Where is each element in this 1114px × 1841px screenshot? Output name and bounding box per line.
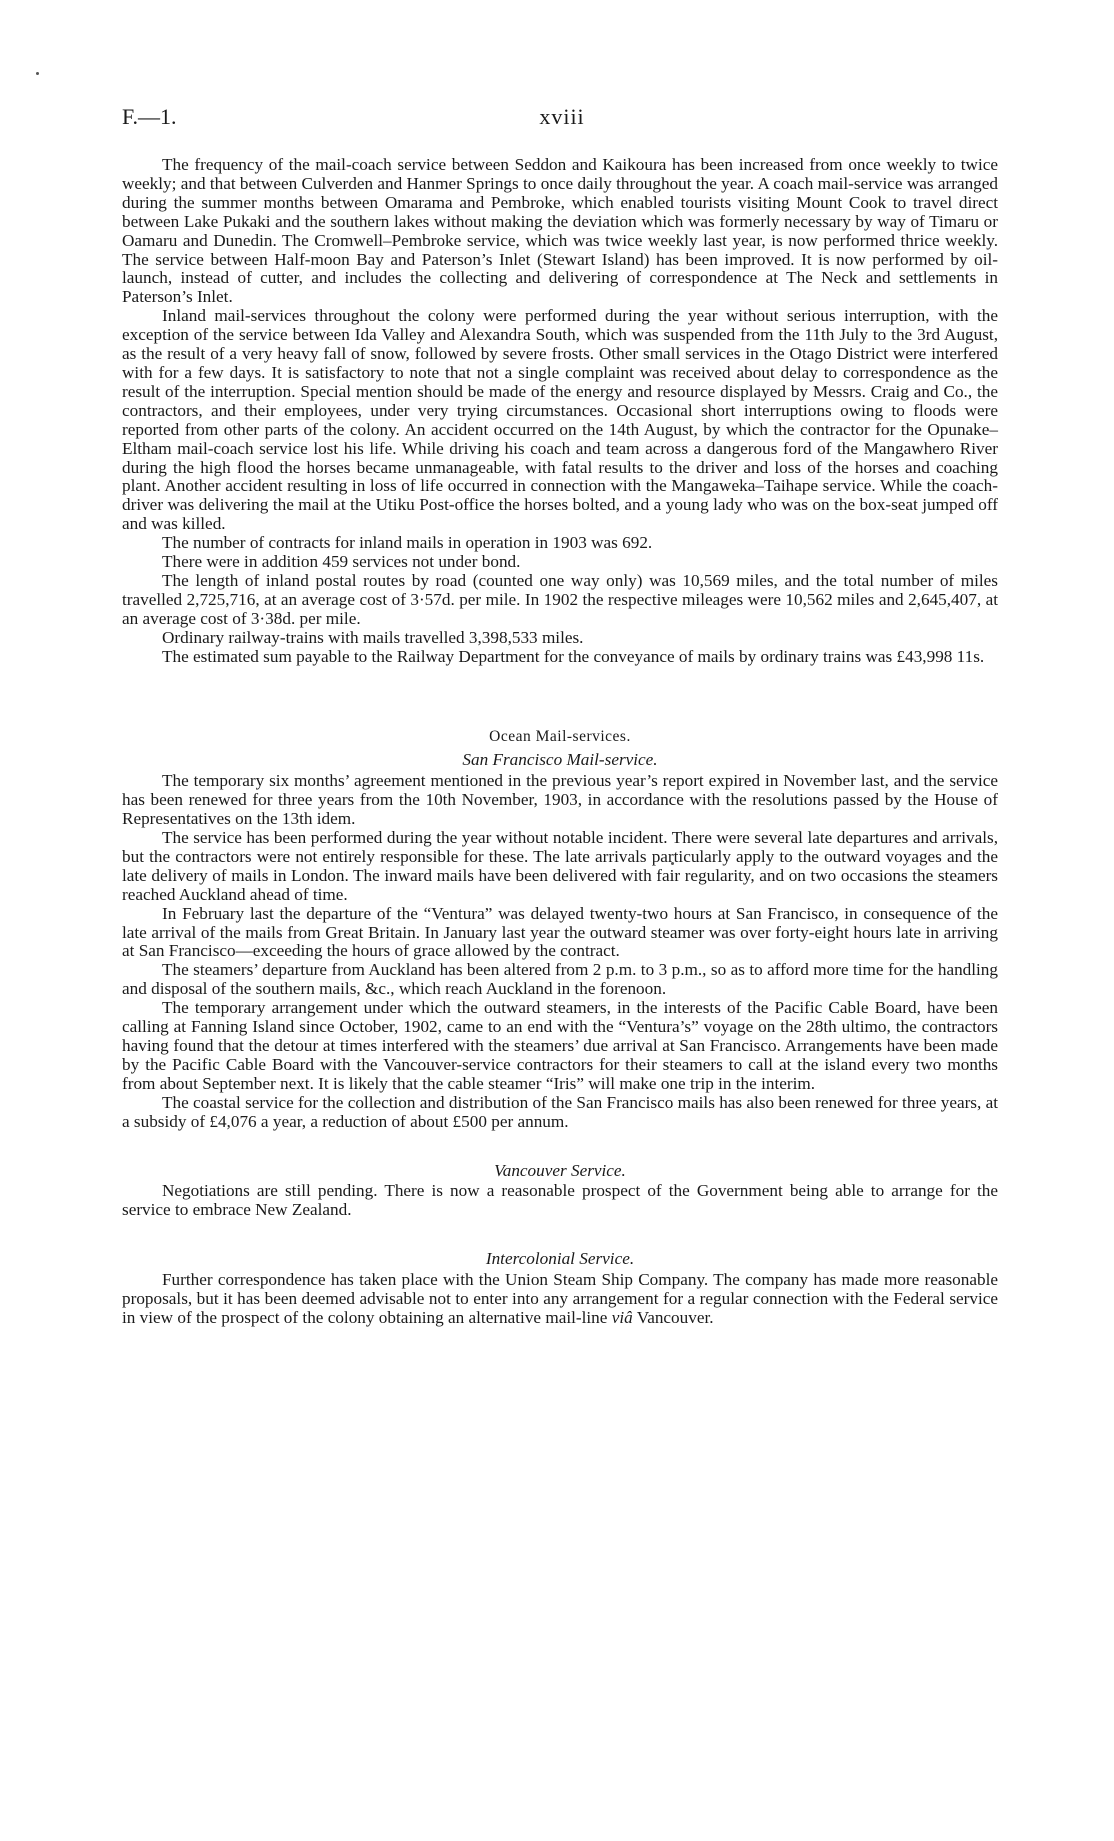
paragraph: Negotiations are still pending. There is now a reasonable prospect of the Government being able to arrange for the service to embrace New Zealand. bbox=[122, 1181, 998, 1220]
paragraph: In February last the departure of the “Ventura” was delayed twenty-two hours at San Francisco, in consequence of the late arrival of the mails from Great Britain. In January last year the outward steamer was over forty-eight hours late in arriving at San Francisco—exceeding the hours of grace allowed by the contract. bbox=[122, 903, 998, 961]
subsection-heading: Vancouver Service. bbox=[494, 1160, 626, 1180]
paragraph-text: Further correspondence has taken place with the Union Steam Ship Company. The company has made more reasonable proposals, but it has been deemed advisable not to enter into any arrangement for a regular connection with the Federal service in view of the prospect of the colony obtaining an alternative mail-line bbox=[122, 1270, 998, 1327]
san-francisco-section bbox=[122, 772, 998, 1131]
paragraph bbox=[122, 1271, 998, 1328]
paragraph: The frequency of the mail-coach service between Seddon and Kaikoura has been increased from once weekly to twice weekly; and that between Culverden and Hanmer Springs to once daily throughout the year. A coach mail-service was arranged during the summer months between Omarama and Pembroke, which enabled tourists visiting Mount Cook to travel direct between Lake Pukaki and the southern lakes without making the deviation which was formerly necessary by way of Timaru or Oamaru and Dunedin. The Cromwell–Pembroke service, which was twice weekly last year, is now performed thrice weekly. The service between Half-moon Bay and Paterson’s Inlet (Stewart Island) has been improved. It is now performed by oil-launch, instead of cutter, and includes the collecting and delivering of correspondence at The Neck and settlements in Paterson’s Inlet. bbox=[122, 155, 998, 307]
paragraph: The length of inland postal routes by road (counted one way only) was 10,569 miles, and the total number of miles travelled 2,725,716, at an average cost of 3·57d. per mile. In 1902 the respective mileages were 10,562 miles and 2,645,407, at an average cost of 3·38d. per mile. bbox=[122, 570, 998, 628]
intercolonial-section bbox=[122, 1271, 998, 1328]
paragraph: Inland mail-services throughout the colony were performed during the year without serious interruption, with the exception of the service between Ida Valley and Alexandra South, which was suspended from the 11th July to the 3rd August, as the result of a very heavy fall of snow, followed by severe frosts. Other small services in the Otago District were interfered with for a few days. It is satisfactory to note that not a single complaint was received about delay to correspondence as the result of the interruption. Special mention should be made of the energy and resource displayed by Messrs. Craig and Co., the contractors, and their employees, under very trying circumstances. Occasional short interruptions owing to floods were reported from other parts of the colony. An accident occurred on the 14th August, by which the contractor for the Opunake–Eltham mail-coach service lost his life. While driving his coach and team across a dangerous ford of the Mangawhero River during the high flood the horses became unmanageable, with fatal results to the driver and loss of the horses and coaching plant. Another accident resulting in loss of life occurred in connection with the Mangaweka–Taihape service. While the coach-driver was delivering the mail at the Utiku Post-office the horses bolted, and a young lady who was on the box-seat jumped off and was killed. bbox=[122, 306, 998, 534]
paragraph: The number of contracts for inland mails in operation in 1903 was 692. bbox=[162, 533, 653, 553]
paragraph: There were in addition 459 services not under bond. bbox=[162, 552, 521, 572]
page-number: xviii bbox=[539, 104, 585, 129]
paragraph: The temporary arrangement under which the outward steamers, in the interests of the Pacific Cable Board, have been calling at Fanning Island since October, 1902, came to an end with the “Ventura’s” voyage on the 28th ultimo, the contractors having found that the detour at times interfered with the steamers’ due arrival at San Francisco. Arrangements have been made by the Pacific Cable Board with the Vancouver-service contractors for their steamers to call at the island every two months from about September next. It is likely that the cable steamer “Iris” will make one trip in the interim. bbox=[122, 998, 998, 1093]
section-heading: Ocean Mail-services. bbox=[489, 728, 631, 746]
paragraph: The steamers’ departure from Auckland has been altered from 2 p.m. to 3 p.m., so as to afford more time for the handling and disposal of the southern mails, &c., which reach Auckland in the forenoon. bbox=[122, 960, 998, 999]
italic-word: viâ bbox=[611, 1307, 633, 1327]
inland-mail-section bbox=[122, 156, 998, 666]
document-reference: F.—1. bbox=[122, 104, 177, 129]
vancouver-section bbox=[122, 1182, 998, 1220]
page-body bbox=[122, 156, 998, 1328]
paragraph: Ordinary railway-trains with mails travelled 3,398,533 miles. bbox=[162, 627, 584, 647]
paragraph: The service has been performed during the year without notable incident. There were several late departures and arrivals, but the contractors were not entirely responsible for these. The late arrivals particularly apply to the outward voyages and the late delivery of mails in London. The inward mails have been delivered with fair regularity, and on two occasions the steamers reached Auckland ahead of time. bbox=[122, 828, 998, 904]
paragraph-text: Vancouver. bbox=[632, 1307, 714, 1327]
subsection-heading: San Francisco Mail-service. bbox=[462, 750, 658, 770]
paragraph: The temporary six months’ agreement mentioned in the previous year’s report expired in November last, and the service has been renewed for three years from the 10th November, 1903, in accordance with the resolutions passed by the House of Representatives on the 13th idem. bbox=[122, 771, 998, 829]
subsection-heading: Intercolonial Service. bbox=[485, 1249, 635, 1269]
paragraph: The coastal service for the collection and distribution of the San Francisco mails has also been renewed for three years, at a subsidy of £4,076 a year, a reduction of about £500 per annum. bbox=[122, 1092, 998, 1131]
paragraph: The estimated sum payable to the Railway Department for the conveyance of mails by ordinary trains was £43,998 11s. bbox=[162, 646, 985, 666]
page-header bbox=[122, 104, 1002, 134]
scan-speck bbox=[36, 72, 39, 75]
